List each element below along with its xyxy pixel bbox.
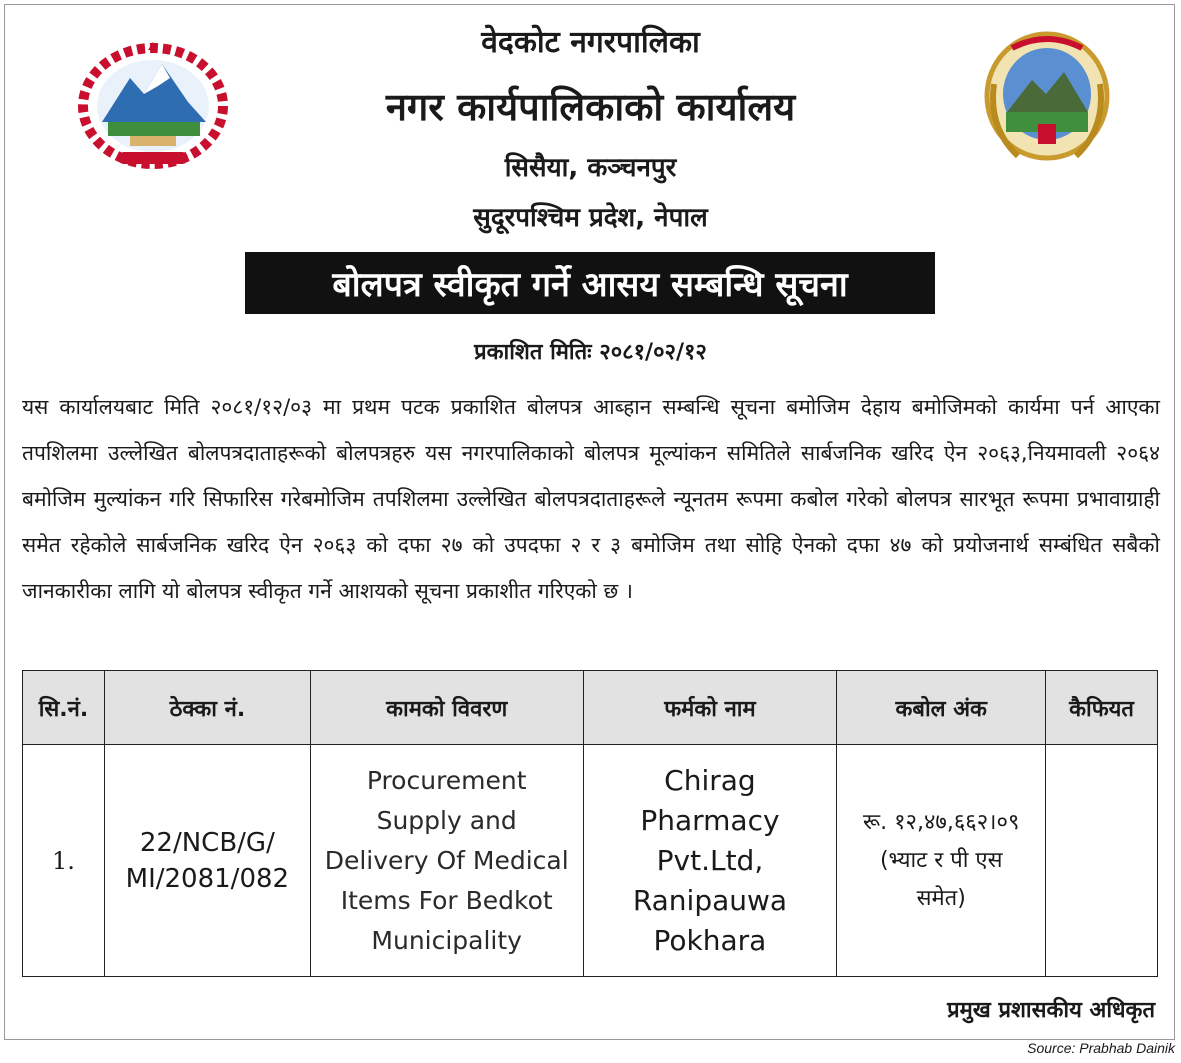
table-header-row — [23, 671, 1158, 745]
notice-title-banner — [245, 252, 935, 314]
desc-line: Supply and — [376, 805, 517, 835]
col-header-work-desc: कामको विवरण — [310, 671, 583, 745]
signatory: प्रमुख प्रशासकीय अधिकृत — [947, 998, 1155, 1023]
col-header-sn: सि.नं. — [23, 671, 105, 745]
tender-table — [22, 670, 1158, 977]
col-header-contract-no: ठेक्का नं. — [104, 671, 310, 745]
source-credit: Source: Prabhab Dainik — [1027, 1040, 1175, 1056]
province-name: सुदूरपश्चिम प्रदेश, नेपाल — [473, 203, 708, 233]
desc-line: Municipality — [371, 925, 522, 955]
col-header-bid-amount: कबोल अंक — [837, 671, 1046, 745]
bid-line: समेत) — [916, 885, 966, 911]
notice-title: बोलपत्र स्वीकृत गर्ने आसय सम्बन्धि सूचना — [332, 265, 848, 305]
notice-body: यस कार्यालयबाट मिति २०८१/१२/०३ मा प्रथम पटक प्रकाशित बोलपत्र आब्हान सम्बन्धि सूचना बमोजिम देहाय बमोजिमको कार्यमा पर्न आएका तपशिलमा उल्लेखित बोलपत्रदाताहरूको बोलपत्रहरु यस नगरपालिकाको बोलपत्र मूल्यांकन समितिले सार्बजनिक खरिद ऐन २०६३,नियमावली २०६४ बमोजिम मुल्यांकन गरि सिफारिस गरेबमोजिम तपशिलमा उल्लेखित बोलपत्रदाताहरूले न्यूनतम रूपमा कबोल गरेको बोलपत्र सारभूत रूपमा प्रभावाग्राही समेत रहेकोले सार्बजनिक खरिद ऐन २०६३ को दफा २७ को उपदफा २ र ३ बमोजिम तथा सोहि ऐनको दफा ४७ को प्रयोजनार्थ सम्बंधित सबैको जानकारीका लागि यो बोलपत्र स्वीकृत गर्ने आशयको सूचना प्रकाशीत गरिएको छ । — [22, 395, 1160, 603]
cell-contract-no — [104, 745, 310, 977]
cell-work-desc — [310, 745, 583, 977]
firm-line: Ranipauwa — [632, 883, 788, 917]
desc-line: Items For Bedkot — [340, 885, 553, 915]
contract-no-line: 22/NCB/G/ — [139, 827, 275, 858]
published-date: प्रकाशित मितिः २०८१/०२/१२ — [474, 340, 707, 365]
col-header-firm-name: फर्मको नाम — [583, 671, 837, 745]
desc-line: Procurement — [366, 765, 527, 795]
cell-remarks — [1046, 745, 1158, 977]
bid-line: रू. १२,४७,६६२।०९ — [863, 809, 1020, 835]
office-location: सिसैया, कञ्चनपुर — [504, 153, 677, 183]
cell-bid-amount — [837, 745, 1046, 977]
contract-no-line: MI/2081/082 — [125, 863, 290, 894]
desc-line: Delivery Of Medical — [324, 845, 569, 875]
municipality-name: वेदकोट नगरपालिका — [481, 25, 700, 60]
cell-firm-name — [583, 745, 837, 977]
col-header-remarks: कैफियत — [1046, 671, 1158, 745]
firm-line: Pvt.Ltd, — [656, 843, 764, 877]
firm-line: Pharmacy — [640, 803, 780, 837]
firm-line: Chirag — [664, 763, 756, 797]
firm-line: Pokhara — [653, 923, 767, 957]
bid-line: (भ्याट र पी एस — [879, 847, 1003, 873]
office-name: नगर कार्यपालिकाको कार्यालय — [385, 85, 796, 129]
cell-sn: 1. — [23, 745, 105, 977]
table-row — [23, 745, 1158, 977]
